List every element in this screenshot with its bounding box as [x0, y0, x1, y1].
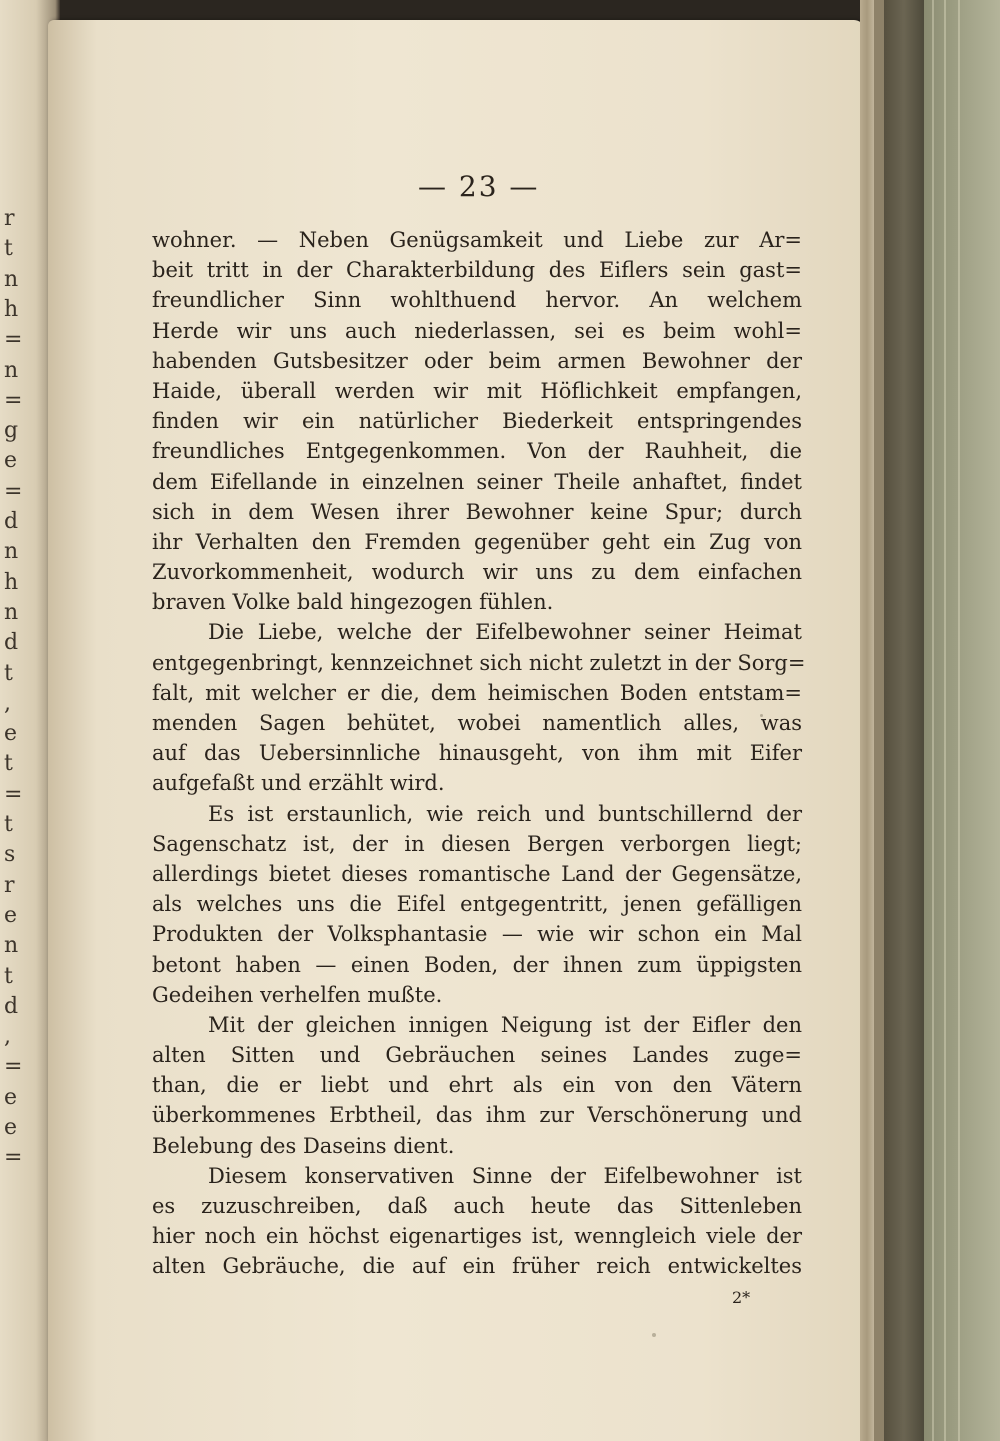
left-page-char: =: [4, 1145, 23, 1171]
left-page-char: r: [4, 206, 15, 231]
text-line: Diesem konservativen Sinne der Eifelbewohner ist: [208, 1163, 802, 1188]
left-page-char: e: [4, 1115, 18, 1140]
book-cover-cloth: [924, 0, 1000, 1441]
text-line: finden wir ein natürlicher Biederkeit entspringendes: [152, 409, 802, 434]
left-page-char: h: [4, 296, 19, 322]
left-page-char: t: [4, 751, 13, 777]
cover-stripe: [944, 0, 946, 1441]
page-block-shadow: [874, 0, 884, 1441]
text-line: auf das Uebersinnliche hinausgeht, von ihm mit Eifer: [152, 741, 802, 766]
text-line: es zuzuschreiben, daß auch heute das Sittenleben: [152, 1194, 802, 1218]
text-line: entgegenbringt, kennzeichnet sich nicht zuletzt in der Sorg=: [152, 650, 806, 675]
left-page-char: n: [4, 357, 19, 383]
text-line: Sagenschatz ist, der in diesen Bergen verborgen liegt;: [152, 831, 802, 856]
left-page-char: n: [4, 539, 19, 565]
left-page-char: h: [4, 569, 19, 595]
text-line: freundliches Entgegenkommen. Von der Rauhheit, die: [152, 439, 802, 464]
left-page-char: =: [4, 1054, 23, 1080]
text-line: allerdings bietet dieses romantische Land der Gegensätze,: [152, 861, 802, 886]
text-line: wohner. — Neben Genügsamkeit und Liebe zur Ar=: [152, 228, 802, 252]
left-page-char: t: [4, 660, 13, 686]
text-line: als welches uns die Eifel entgegentritt, jenen gefälligen: [152, 892, 802, 917]
text-line: menden Sagen behütet, wobei namentlich alles, was: [152, 711, 802, 735]
cover-stripe: [932, 0, 934, 1441]
text-block: [152, 225, 806, 1282]
left-page-char: n: [4, 266, 19, 292]
left-page-char: =: [4, 387, 23, 413]
paper-spot: [652, 1333, 656, 1337]
text-line: Haide, überall werden wir mit Höflichkeit empfangen,: [152, 378, 802, 403]
text-line: freundlicher Sinn wohlthuend hervor. An welchem: [152, 288, 802, 313]
left-page-char: n: [4, 599, 19, 625]
text-line: Zuvorkommenheit, wodurch wir uns zu dem einfachen: [152, 560, 802, 585]
left-page-char: =: [4, 327, 23, 353]
left-page-char: =: [4, 781, 23, 807]
page-block-edge: [860, 0, 874, 1441]
text-line: aufgefaßt und erzählt wird.: [152, 771, 445, 796]
text-line: überkommenes Erbtheil, das ihm zur Verschönerung und: [152, 1103, 802, 1128]
left-page-char: g: [4, 418, 19, 444]
left-page-char: ,: [4, 690, 11, 716]
left-page-char: ,: [4, 1024, 11, 1050]
text-line: Die Liebe, welche der Eifelbewohner seiner Heimat: [208, 620, 802, 645]
left-page-char: e: [4, 1084, 18, 1110]
text-line: Gedeihen verhelfen mußte.: [152, 982, 443, 1007]
text-line: habenden Gutsbesitzer oder beim armen Bewohner der: [152, 348, 802, 373]
text-line: Es ist erstaunlich, wie reich und buntschillernd der: [208, 801, 802, 826]
text-line: Produkten der Volksphantasie — wie wir schon ein Mal: [152, 922, 802, 947]
left-page-char: e: [4, 902, 18, 928]
left-page-char: d: [4, 509, 19, 534]
left-page-char: d: [4, 993, 19, 1019]
left-page-char: =: [4, 478, 23, 504]
text-line: ihr Verhalten den Fremden gegenüber geht ein Zug von: [152, 529, 802, 554]
text-line: dem Eifellande in einzelnen seiner Theile anhaftet, findet: [152, 469, 802, 494]
text-line: sich in dem Wesen ihrer Bewohner keine Spur; durch: [152, 499, 802, 524]
text-line: Mit der gleichen innigen Neigung ist der Eifler den: [208, 1012, 802, 1037]
left-page-char: t: [4, 812, 13, 837]
text-line: Herde wir uns auch niederlassen, sei es beim wohl=: [152, 318, 802, 343]
text-line: alten Sitten und Gebräuchen seines Landes zuge=: [152, 1043, 802, 1068]
text-line: braven Volke bald hingezogen fühlen.: [152, 590, 554, 615]
text-line: hier noch ein höchst eigenartiges ist, wenngleich viele der: [152, 1224, 802, 1249]
text-line: betont haben — einen Boden, der ihnen zum üppigsten: [152, 952, 802, 977]
text-line: alten Gebräuche, die auf ein früher reich entwickeltes: [152, 1254, 802, 1279]
left-page-char: d: [4, 630, 19, 656]
text-line: Belebung des Daseins dient.: [152, 1133, 455, 1158]
left-page-char: r: [4, 872, 15, 898]
book-page: [48, 20, 864, 1441]
left-page-char: s: [4, 842, 16, 868]
paper-spot: [760, 714, 763, 717]
left-page-char: t: [4, 236, 13, 262]
left-page-char: e: [4, 721, 18, 747]
text-line: beit tritt in der Charakterbildung des Eiflers sein gast=: [152, 258, 802, 283]
page-number: — 23 —: [418, 170, 540, 203]
signature-mark: 2*: [732, 1288, 751, 1307]
text-line: falt, mit welcher er die, dem heimischen Boden entstam=: [152, 680, 802, 705]
left-page-char: e: [4, 448, 18, 474]
left-page-char: t: [4, 963, 13, 989]
cover-stripe: [958, 0, 960, 1441]
book-cover-edge: [884, 0, 924, 1441]
left-page-char: n: [4, 933, 19, 959]
text-line: than, die er liebt und ehrt als ein von den Vätern: [152, 1073, 802, 1098]
